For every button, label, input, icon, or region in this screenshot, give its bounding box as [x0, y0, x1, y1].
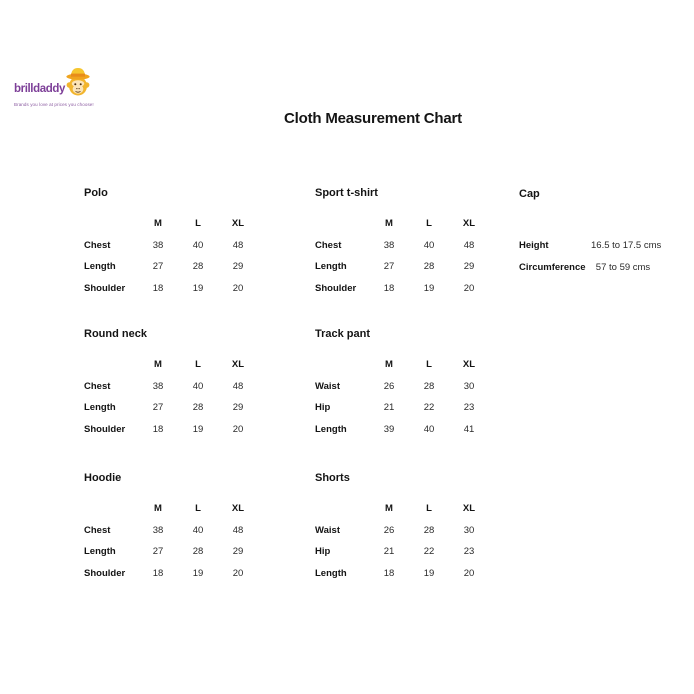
measurement-value: 23	[463, 546, 475, 558]
measurement-value: 41	[463, 423, 475, 435]
measurement-value: 29	[232, 546, 244, 558]
section-title: Hoodie	[84, 472, 122, 484]
measurement-value: 28	[192, 546, 204, 558]
polo-size-table	[84, 213, 258, 299]
measurement-value: 20	[232, 282, 244, 294]
section-polo	[84, 186, 258, 299]
row-label: Length	[315, 261, 347, 273]
measurement-value: 18	[152, 567, 164, 579]
size-column-header: M	[154, 218, 162, 230]
size-column-header: M	[154, 503, 162, 515]
measurement-value: 20	[463, 282, 475, 294]
row-label: Chest	[315, 239, 342, 251]
measurement-value: 27	[383, 261, 395, 273]
measurement-value: 38	[152, 524, 164, 536]
measurement-value: 22	[423, 546, 435, 558]
section-title: Polo	[84, 187, 108, 199]
row-label: Length	[315, 423, 347, 435]
row-label: Shoulder	[315, 282, 357, 294]
measurement-value: 16.5 to 17.5 cms	[591, 240, 662, 252]
measurement-value: 19	[423, 567, 435, 579]
measurement-value: 28	[423, 380, 435, 392]
size-column-header: M	[385, 503, 393, 515]
size-column-header: XL	[462, 503, 476, 515]
hoodie-size-table	[84, 498, 258, 584]
measurement-value: 21	[383, 546, 395, 558]
size-column-header: XL	[231, 218, 245, 230]
measurement-value: 40	[192, 380, 204, 392]
size-column-header: M	[154, 359, 162, 371]
row-label: Chest	[84, 380, 111, 392]
size-column-header: XL	[231, 359, 245, 371]
size-column-header: L	[426, 503, 432, 515]
measurement-value: 23	[463, 402, 475, 414]
size-column-header: L	[195, 218, 201, 230]
row-label: Length	[84, 546, 116, 558]
row-label: Circumference	[519, 261, 586, 273]
measurement-value: 26	[383, 380, 395, 392]
measurement-value: 29	[232, 261, 244, 273]
size-column-header: XL	[462, 218, 476, 230]
measurement-value: 28	[192, 261, 204, 273]
section-title: Shorts	[315, 472, 350, 484]
measurement-value: 38	[383, 239, 395, 251]
row-label: Waist	[315, 380, 340, 392]
measurement-value: 26	[383, 524, 395, 536]
measurement-value: 29	[232, 402, 244, 414]
row-label: Shoulder	[84, 567, 126, 579]
measurement-value: 20	[463, 567, 475, 579]
section-title: Track pant	[315, 328, 371, 340]
brand-tagline: Brands you love at prices you choose!	[14, 102, 94, 107]
row-label: Length	[84, 402, 116, 414]
row-label: Length	[315, 567, 347, 579]
round-neck-size-table	[84, 354, 258, 440]
measurement-value: 22	[423, 402, 435, 414]
cap-size-table	[519, 235, 662, 278]
measurement-value: 28	[423, 524, 435, 536]
measurement-value: 40	[423, 423, 435, 435]
measurement-value: 18	[152, 423, 164, 435]
measurement-value: 39	[383, 423, 395, 435]
sport-tshirt-size-table	[315, 213, 489, 299]
size-column-header: L	[195, 359, 201, 371]
row-label: Length	[84, 261, 116, 273]
section-cap	[519, 187, 662, 278]
size-column-header: M	[385, 218, 393, 230]
row-label: Chest	[84, 239, 111, 251]
measurement-value: 18	[383, 567, 395, 579]
page-title: Cloth Measurement Chart	[284, 110, 462, 127]
measurement-value: 48	[232, 524, 244, 536]
size-column-header: L	[195, 503, 201, 515]
measurement-value: 27	[152, 546, 164, 558]
measurement-value: 48	[232, 380, 244, 392]
size-column-header: L	[426, 359, 432, 371]
measurement-value: 48	[232, 239, 244, 251]
shorts-size-table	[315, 498, 489, 584]
size-column-header: XL	[231, 503, 245, 515]
measurement-value: 40	[192, 239, 204, 251]
section-sport-tshirt	[315, 186, 489, 299]
measurement-value: 48	[463, 239, 475, 251]
measurement-value: 28	[423, 261, 435, 273]
measurement-value: 57 to 59 cms	[595, 261, 651, 273]
measurement-value: 40	[423, 239, 435, 251]
row-label: Waist	[315, 524, 340, 536]
section-title: Sport t-shirt	[315, 187, 378, 199]
measurement-value: 38	[152, 239, 164, 251]
measurement-value: 19	[192, 282, 204, 294]
section-shorts	[315, 471, 489, 584]
measurement-value: 30	[463, 524, 475, 536]
brand-logo	[14, 66, 118, 107]
measurement-value: 19	[192, 423, 204, 435]
size-column-header: M	[385, 359, 393, 371]
section-title: Round neck	[84, 328, 147, 340]
measurement-value: 19	[423, 282, 435, 294]
measurement-value: 27	[152, 402, 164, 414]
measurement-value: 38	[152, 380, 164, 392]
measurement-value: 19	[192, 567, 204, 579]
row-label: Chest	[84, 524, 111, 536]
measurement-value: 20	[232, 567, 244, 579]
row-label: Height	[519, 240, 549, 252]
monkey-wearing-hat-icon	[66, 66, 90, 101]
measurement-value: 18	[152, 282, 164, 294]
section-title: Cap	[519, 188, 540, 200]
measurement-value: 28	[192, 402, 204, 414]
measurement-value: 21	[383, 402, 395, 414]
section-round-neck	[84, 327, 258, 440]
size-column-header: L	[426, 218, 432, 230]
size-column-header: XL	[462, 359, 476, 371]
section-hoodie	[84, 471, 258, 584]
measurement-value: 27	[152, 261, 164, 273]
section-track-pant	[315, 327, 489, 440]
row-label: Shoulder	[84, 423, 126, 435]
measurement-value: 29	[463, 261, 475, 273]
measurement-value: 18	[383, 282, 395, 294]
measurement-value: 40	[192, 524, 204, 536]
measurement-value: 20	[232, 423, 244, 435]
row-label: Hip	[315, 402, 331, 414]
measurement-value: 30	[463, 380, 475, 392]
row-label: Hip	[315, 546, 331, 558]
row-label: Shoulder	[84, 282, 126, 294]
track-pant-size-table	[315, 354, 489, 440]
brand-name: brilldaddy	[14, 83, 65, 95]
